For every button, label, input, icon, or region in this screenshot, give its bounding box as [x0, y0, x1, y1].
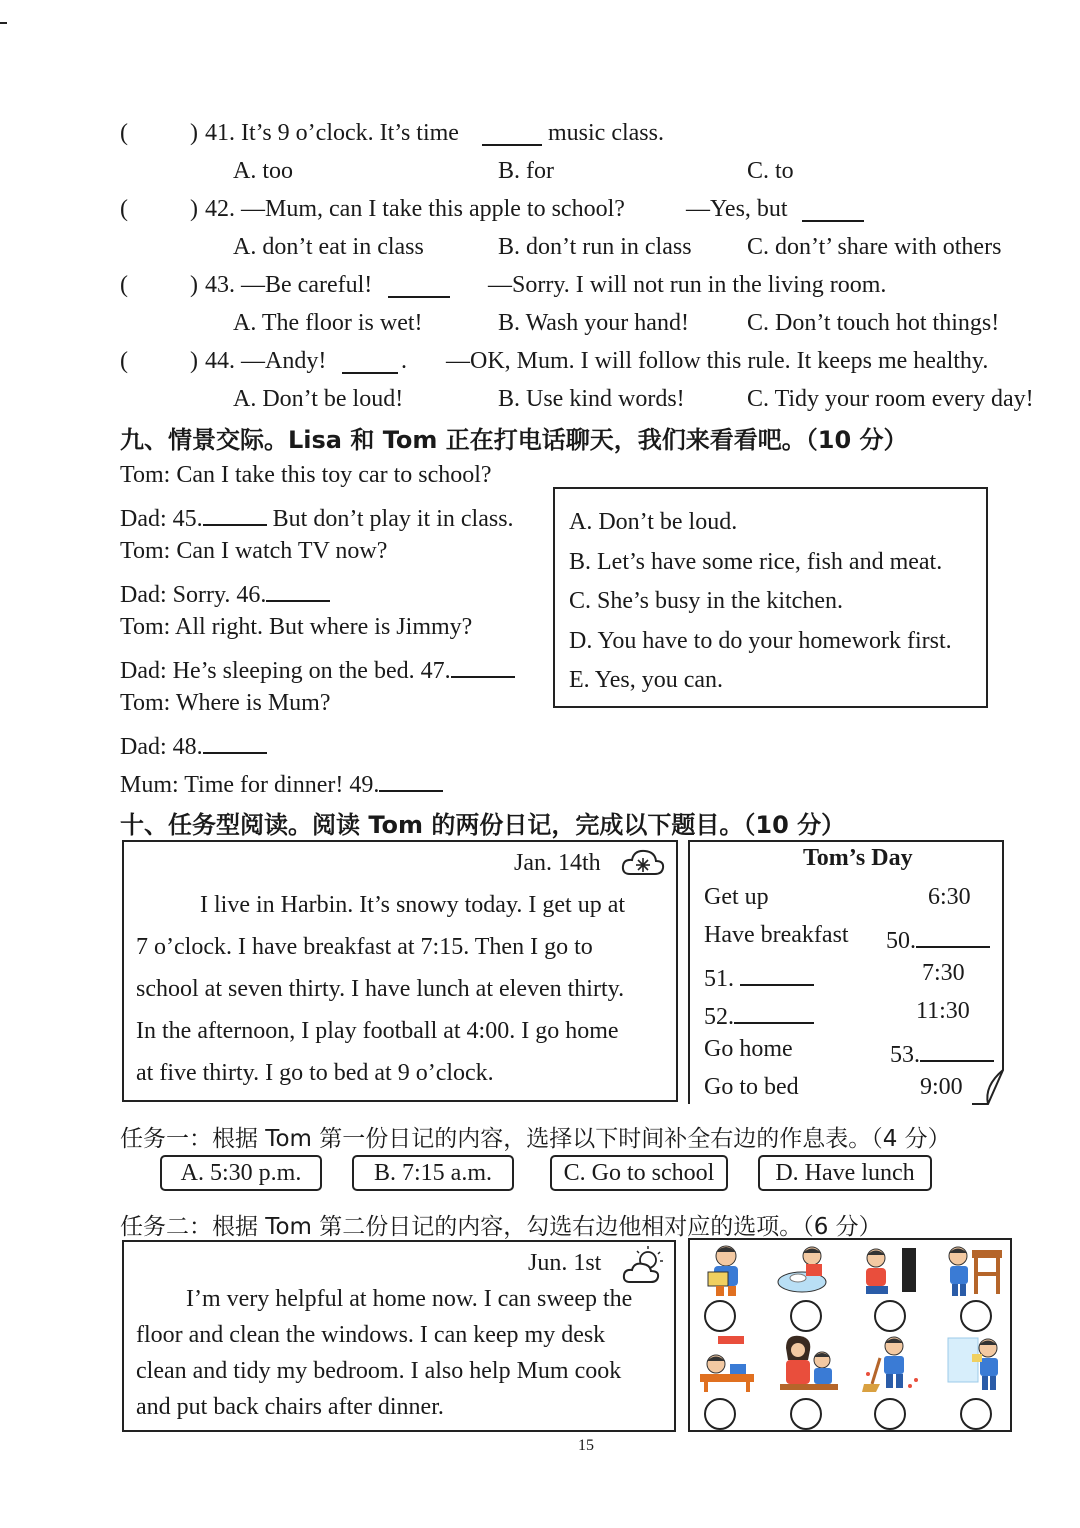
- dialog-line-text: Dad: Sorry. 46.: [120, 582, 267, 608]
- task-1-option-b[interactable]: B. 7:15 a.m.: [352, 1155, 514, 1191]
- answer-circle[interactable]: [790, 1398, 822, 1430]
- putting-back-chair-icon: [944, 1242, 1006, 1298]
- question-44: [0, 342, 1080, 380]
- question-stem: 44. —Andy!: [205, 348, 327, 374]
- answer-blank-47[interactable]: [451, 652, 515, 678]
- diary-line: I live in Harbin. It’s snowy today. I get up at: [200, 892, 626, 918]
- picture-grid-box: [688, 1238, 1012, 1432]
- dialog-line: [120, 728, 267, 761]
- option-c[interactable]: C. Don’t touch hot things!: [747, 310, 1000, 336]
- reply-text: —Yes, but: [686, 196, 788, 222]
- page-number: 15: [578, 1437, 594, 1454]
- corner-mark: [0, 22, 7, 24]
- answer-circle[interactable]: [790, 1300, 822, 1332]
- schedule-activity-blank: [704, 960, 814, 993]
- dialog-options-box: [553, 487, 988, 708]
- dialog-option: B. Let’s have some rice, fish and meat.: [569, 549, 943, 575]
- answer-paren-open: (: [120, 348, 128, 374]
- dialog-line: Tom: Can I watch TV now?: [120, 538, 388, 564]
- option-b[interactable]: B. don’t run in class: [498, 234, 692, 260]
- dialog-line-text: Mum: Time for dinner! 49.: [120, 772, 380, 798]
- question-stem: 43. —Be careful!: [205, 272, 373, 298]
- schedule-blank-number: 53.: [890, 1042, 920, 1068]
- diary-line: In the afternoon, I play football at 4:00. I go home: [136, 1018, 619, 1044]
- dialog-line-text: Dad: 48.: [120, 734, 203, 760]
- answer-paren-close: ): [190, 120, 198, 146]
- option-b[interactable]: B. Use kind words!: [498, 386, 685, 412]
- schedule-activity: Have breakfast: [704, 922, 849, 948]
- option-b[interactable]: B. Wash your hand!: [498, 310, 689, 336]
- dialog-option: E. Yes, you can.: [569, 667, 723, 693]
- option-b[interactable]: B. for: [498, 158, 554, 184]
- question-stem: 41. It’s 9 o’clock. It’s time: [205, 120, 459, 146]
- answer-blank-46[interactable]: [266, 576, 330, 602]
- dialog-line: [120, 576, 330, 609]
- answer-circle[interactable]: [960, 1300, 992, 1332]
- dialog-option: C. She’s busy in the kitchen.: [569, 588, 843, 614]
- option-c[interactable]: C. don’t’ share with others: [747, 234, 1002, 260]
- task-1-option-d[interactable]: D. Have lunch: [758, 1155, 932, 1191]
- answer-blank[interactable]: [802, 196, 864, 222]
- question-43-options: [0, 304, 1080, 342]
- question-42: [0, 190, 1080, 228]
- schedule-activity: Get up: [704, 884, 769, 910]
- diary-line: school at seven thirty. I have lunch at eleven thirty.: [136, 976, 625, 1002]
- diary-line: floor and clean the windows. I can keep my desk: [136, 1322, 606, 1348]
- dialog-line: Tom: Where is Mum?: [120, 690, 331, 716]
- dialog-option: A. Don’t be loud.: [569, 509, 738, 535]
- option-c[interactable]: C. to: [747, 158, 794, 184]
- sweeping-floor-icon: [860, 1334, 924, 1394]
- diary-line: clean and tidy my bedroom. I also help Mum cook: [136, 1358, 622, 1384]
- answer-blank-48[interactable]: [203, 728, 267, 754]
- option-a[interactable]: A. The floor is wet!: [233, 310, 423, 336]
- answer-circle[interactable]: [874, 1398, 906, 1430]
- diary-date: Jun. 1st: [528, 1250, 602, 1276]
- washing-dishes-icon: [776, 1242, 836, 1298]
- sun-cloud-icon: [622, 1244, 666, 1286]
- reply-text: —Sorry. I will not run in the living room.: [488, 272, 887, 298]
- question-stem-after: music class.: [548, 120, 664, 146]
- section-9-title: 九、情景交际。Lisa 和 Tom 正在打电话聊天，我们来看看吧。（10 分）: [120, 426, 908, 454]
- schedule-time: 6:30: [928, 884, 971, 910]
- question-41-options: [0, 152, 1080, 190]
- answer-circle[interactable]: [704, 1398, 736, 1430]
- answer-paren-close: ): [190, 272, 198, 298]
- schedule-border-curl: [970, 838, 1010, 1108]
- diary-1-box: [122, 840, 678, 1102]
- dialog-line: Tom: Can I take this toy car to school?: [120, 462, 492, 488]
- schedule-activity: Go to bed: [704, 1074, 799, 1100]
- answer-blank-52[interactable]: [734, 998, 814, 1024]
- cleaning-window-icon: [946, 1334, 1008, 1394]
- option-a[interactable]: A. Don’t be loud!: [233, 386, 404, 412]
- answer-paren-open: (: [120, 196, 128, 222]
- diary-line: 7 o’clock. I have breakfast at 7:15. Then I go to: [136, 934, 593, 960]
- diary-line: and put back chairs after dinner.: [136, 1394, 444, 1420]
- diary-2-box: [122, 1240, 676, 1432]
- question-42-options: [0, 228, 1080, 266]
- schedule-blank-number: 52.: [704, 1004, 734, 1030]
- schedule-time: 9:00: [920, 1074, 963, 1100]
- boy-reading-icon: [700, 1242, 754, 1298]
- dialog-line: [120, 500, 514, 533]
- schedule-activity: Go home: [704, 1036, 793, 1062]
- option-c[interactable]: C. Tidy your room every day!: [747, 386, 1034, 412]
- question-stem-dot: .: [401, 348, 407, 374]
- answer-blank-45[interactable]: [203, 500, 267, 526]
- schedule-time: 7:30: [922, 960, 965, 986]
- dialog-line: Tom: All right. But where is Jimmy?: [120, 614, 473, 640]
- diary-line: I’m very helpful at home now. I can sweep the: [186, 1286, 633, 1312]
- task-2-title: 任务二：根据 Tom 第二份日记的内容，勾选右边他相对应的选项。（6 分）: [120, 1214, 882, 1240]
- question-44-options: [0, 380, 1080, 418]
- answer-circle[interactable]: [960, 1398, 992, 1430]
- answer-blank[interactable]: [342, 348, 398, 374]
- schedule-time: 11:30: [916, 998, 970, 1024]
- snow-cloud-icon: [620, 846, 666, 884]
- tidy-desk-icon: [696, 1334, 758, 1394]
- answer-blank[interactable]: [388, 272, 450, 298]
- question-stem: 42. —Mum, can I take this apple to school?: [205, 196, 625, 222]
- option-a[interactable]: A. don’t eat in class: [233, 234, 424, 260]
- dialog-line-text-after: But don’t play it in class.: [272, 506, 514, 532]
- option-a[interactable]: A. too: [233, 158, 293, 184]
- answer-paren-close: ): [190, 196, 198, 222]
- dialog-line: [120, 652, 515, 685]
- reply-text: —OK, Mum. I will follow this rule. It keeps me healthy.: [446, 348, 989, 374]
- schedule-blank-number: 51.: [704, 966, 734, 992]
- question-43: [0, 266, 1080, 304]
- answer-blank-51[interactable]: [740, 960, 814, 986]
- task-1-option-c[interactable]: C. Go to school: [550, 1155, 728, 1191]
- answer-paren-open: (: [120, 120, 128, 146]
- boy-watching-tv-icon: [858, 1242, 922, 1298]
- answer-paren-close: ): [190, 348, 198, 374]
- dialog-line-text: Dad: 45.: [120, 506, 203, 532]
- dialog-line-text: Dad: He’s sleeping on the bed. 47.: [120, 658, 451, 684]
- answer-paren-open: (: [120, 272, 128, 298]
- dialog-line: [120, 766, 443, 799]
- answer-circle[interactable]: [874, 1300, 906, 1332]
- task-1-option-a[interactable]: A. 5:30 p.m.: [160, 1155, 322, 1191]
- answer-blank-49[interactable]: [379, 766, 443, 792]
- task-1-title: 任务一：根据 Tom 第一份日记的内容，选择以下时间补全右边的作息表。（4 分）: [120, 1126, 951, 1152]
- diary-line: at five thirty. I go to bed at 9 o’clock.: [136, 1060, 494, 1086]
- question-41: [0, 114, 1080, 152]
- section-10-title: 十、任务型阅读。阅读 Tom 的两份日记，完成以下题目。（10 分）: [120, 811, 846, 839]
- schedule-title: Tom’s Day: [803, 845, 913, 871]
- diary-date: Jan. 14th: [514, 850, 601, 876]
- cooking-with-mum-icon: [776, 1334, 840, 1396]
- schedule-activity-blank: [704, 998, 814, 1031]
- answer-circle[interactable]: [704, 1300, 736, 1332]
- answer-blank[interactable]: [482, 120, 542, 146]
- schedule-blank-number: 50.: [886, 928, 916, 954]
- schedule-box: [688, 840, 1004, 1104]
- dialog-option: D. You have to do your homework first.: [569, 628, 952, 654]
